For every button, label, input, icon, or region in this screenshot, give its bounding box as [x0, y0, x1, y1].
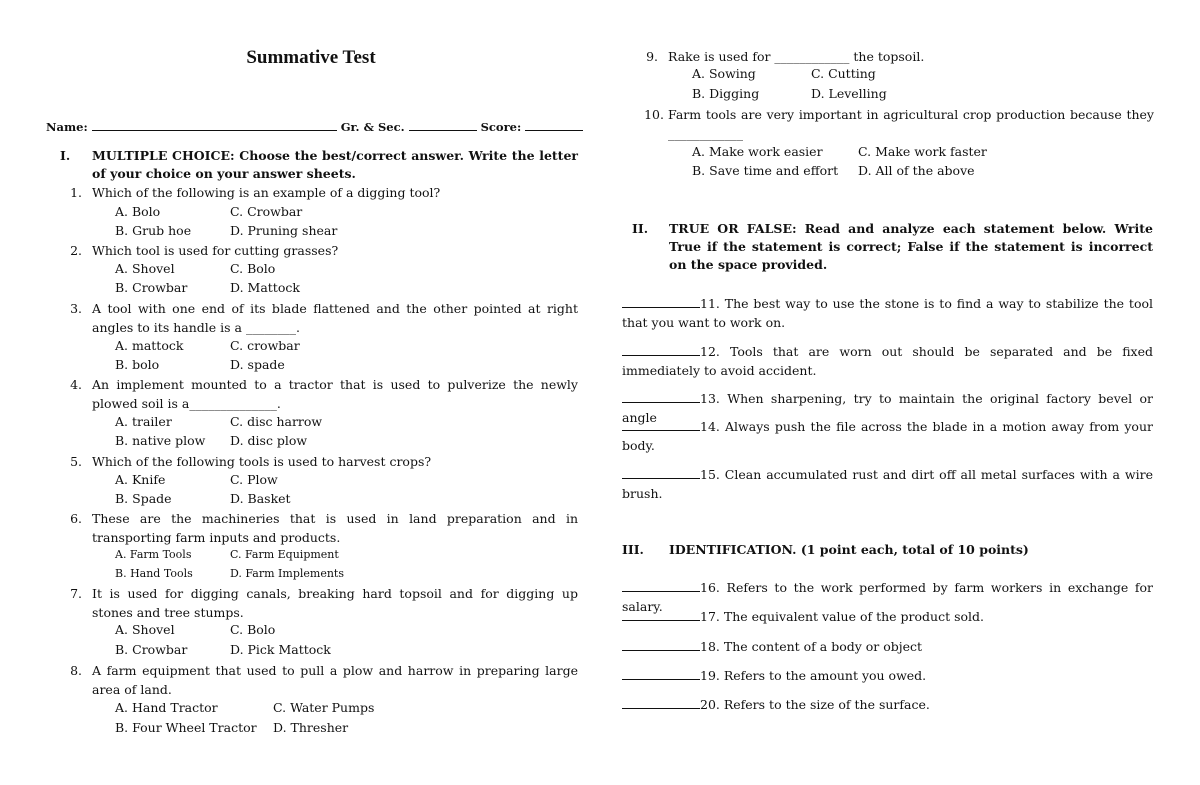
tf-statement: 12. Tools that are worn out should be separated and be fixed immediately to avoid accident. — [622, 344, 1153, 378]
question-stem: Farm tools are very important in agricultural crop production because they ____________ — [668, 107, 1154, 141]
name-field[interactable] — [92, 119, 337, 131]
option-c: C. Farm Equipment — [230, 548, 339, 561]
answer-blank[interactable] — [622, 343, 700, 356]
option-c: C. crowbar — [230, 338, 300, 353]
option-b: B. Spade — [115, 491, 172, 506]
answer-blank[interactable] — [622, 418, 700, 431]
question-number: 1. — [70, 185, 82, 200]
question-number: 4. — [70, 377, 82, 392]
id-item-17 — [622, 607, 1153, 626]
score-field[interactable] — [525, 119, 583, 131]
section-3-heading — [622, 541, 1153, 561]
option-a: A. mattock — [115, 338, 184, 353]
option-a: A. Farm Tools — [115, 548, 192, 561]
answer-blank[interactable] — [622, 638, 700, 651]
question-number: 2. — [70, 243, 82, 258]
page-title: Summative Test — [246, 47, 376, 68]
section-3-title: IDENTIFICATION — [669, 542, 793, 557]
tf-item-15 — [622, 465, 1153, 503]
id-statement: 19. Refers to the amount you owed. — [700, 668, 927, 683]
id-item-19 — [622, 666, 1153, 685]
id-statement: 18. The content of a body or object — [700, 639, 923, 654]
answer-blank[interactable] — [622, 608, 700, 621]
option-b: B. native plow — [115, 433, 206, 448]
name-label: Name: — [46, 120, 88, 134]
tf-statement: 11. The best way to use the stone is to find a way to stabilize the tool that you want to work on. — [622, 296, 1153, 330]
option-b: B. Four Wheel Tractor — [115, 720, 257, 735]
student-info-line — [46, 119, 586, 134]
question-stem: Which of the following tools is used to harvest crops? — [92, 454, 432, 469]
option-b: B. Grub hoe — [115, 223, 192, 238]
question-number: 9. — [646, 49, 658, 64]
question-number: 10. — [644, 107, 664, 122]
question-number: 3. — [70, 301, 82, 316]
answer-blank[interactable] — [622, 466, 700, 479]
option-c: C. Water Pumps — [273, 700, 375, 715]
id-statement: 20. Refers to the size of the surface. — [700, 697, 930, 712]
option-c: C. Bolo — [230, 261, 276, 276]
option-b: B. Save time and effort — [692, 163, 839, 178]
section-2-heading — [632, 220, 1154, 276]
answer-blank[interactable] — [622, 390, 700, 403]
option-d: D. Basket — [230, 491, 291, 506]
id-statement: 16. Refers to the work performed by farm workers in exchange for salary. — [622, 580, 1153, 614]
option-d: D. Farm Implements — [230, 567, 344, 580]
option-b: B. bolo — [115, 357, 160, 372]
option-d: D. Levelling — [811, 86, 887, 101]
option-c: C. Crowbar — [230, 204, 303, 219]
option-c: C. Make work faster — [858, 144, 987, 159]
option-a: A. Shovel — [115, 622, 175, 637]
question-stem: It is used for digging canals, breaking hard topsoil and for digging up stones and tree stumps. — [92, 586, 578, 620]
option-c: C. disc harrow — [230, 414, 323, 429]
tf-statement: 14. Always push the file across the blade in a motion away from your body. — [622, 419, 1153, 453]
option-d: D. Pruning shear — [230, 223, 338, 238]
question-stem: A tool with one end of its blade flattened and the other pointed at right angles to its handle is a ________. — [92, 301, 578, 335]
option-a: A. trailer — [115, 414, 172, 429]
option-d: D. Thresher — [273, 720, 349, 735]
question-number: 5. — [70, 454, 82, 469]
question-stem: An implement mounted to a tractor that is used to pulverize the newly plowed soil is a______________. — [92, 377, 578, 411]
option-a: A. Sowing — [692, 66, 756, 81]
option-b: B. Digging — [692, 86, 760, 101]
tf-item-11 — [622, 294, 1153, 332]
question-number: 8. — [70, 663, 82, 678]
answer-blank[interactable] — [622, 696, 700, 709]
question-stem: Which tool is used for cutting grasses? — [92, 243, 339, 258]
score-label: Score: — [480, 120, 522, 134]
option-d: D. spade — [230, 357, 285, 372]
answer-blank[interactable] — [622, 667, 700, 680]
option-c: C. Cutting — [811, 66, 876, 81]
grade-section-field[interactable] — [409, 119, 477, 131]
section-1-instruction: MULTIPLE CHOICE: Choose the best/correct answer. Write the letter of your choice on your answer sheets. — [92, 148, 578, 181]
option-b: B. Crowbar — [115, 280, 188, 295]
question-stem: Which of the following is an example of a digging tool? — [92, 185, 441, 200]
tf-item-14 — [622, 417, 1153, 455]
tf-item-12 — [622, 342, 1153, 380]
option-d: D. disc plow — [230, 433, 308, 448]
section-2-instruction: TRUE OR FALSE: Read and analyze each statement below. Write True if the statement is correct; False if the statement is incorrect on the space provided. — [669, 221, 1153, 272]
tf-statement: 15. Clean accumulated rust and dirt off all metal surfaces with a wire brush. — [622, 467, 1153, 501]
id-statement: 17. The equivalent value of the product sold. — [700, 609, 984, 624]
section-3-instruction: . (1 point each, total of 10 points) — [792, 542, 1029, 557]
option-d: D. Pick Mattock — [230, 642, 331, 657]
question-stem: These are the machineries that is used in land preparation and in transporting farm inputs and products. — [92, 511, 578, 545]
id-item-20 — [622, 695, 1153, 714]
question-stem: A farm equipment that used to pull a plow and harrow in preparing large area of land. — [92, 663, 578, 697]
option-b: B. Crowbar — [115, 642, 188, 657]
option-a: A. Bolo — [115, 204, 161, 219]
option-a: A. Knife — [115, 472, 166, 487]
section-3-numeral: III. — [622, 542, 644, 557]
question-number: 7. — [70, 586, 82, 601]
option-b: B. Hand Tools — [115, 567, 193, 580]
question-number: 6. — [70, 511, 82, 526]
section-1-numeral: I. — [60, 148, 71, 163]
option-d: D. Mattock — [230, 280, 300, 295]
option-a: A. Hand Tractor — [115, 700, 218, 715]
id-item-18 — [622, 637, 1153, 656]
tf-statement: 13. When sharpening, try to maintain the original factory bevel or angle — [622, 391, 1153, 425]
answer-blank[interactable] — [622, 295, 700, 308]
answer-blank[interactable] — [622, 579, 700, 592]
option-c: C. Bolo — [230, 622, 276, 637]
option-a: A. Shovel — [115, 261, 175, 276]
grade-section-label: Gr. & Sec. — [340, 120, 405, 134]
option-a: A. Make work easier — [692, 144, 823, 159]
section-2-numeral: II. — [632, 221, 649, 236]
option-c: C. Plow — [230, 472, 278, 487]
section-1-heading — [60, 147, 580, 183]
question-stem: Rake is used for ____________ the topsoil. — [668, 49, 925, 64]
option-d: D. All of the above — [858, 163, 975, 178]
